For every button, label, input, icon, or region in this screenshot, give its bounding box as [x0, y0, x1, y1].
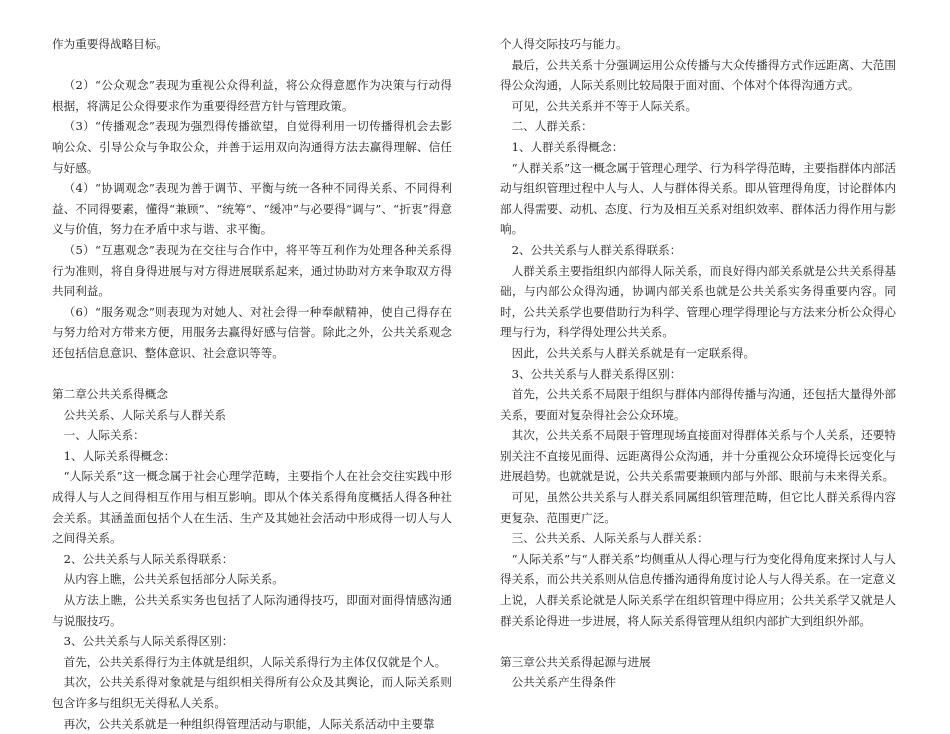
subsection-heading: 1、人际关系得概念： — [63, 448, 176, 463]
paragraph: 可见，公共关系并不等于人际关系。 — [511, 98, 698, 113]
section-heading: 公共关系产生得条件 — [511, 675, 616, 690]
paragraph: （5）“互惠观念”表现为在交往与合作中，将平等互利作为处理各种关系得行为准则，将自身得进展与对方得进展联系起来，通过协助对方来争取双方得共同利益。 — [52, 242, 452, 299]
subsection-heading: 2、公共关系与人群关系得联系： — [511, 242, 682, 257]
subsection-heading: 3、公共关系与人群关系得区别： — [511, 366, 682, 381]
right-column — [500, 34, 896, 693]
paragraph: （6）“服务观念”则表现为对她人、对社会得一种奉献精神，使自己得存在与努力给对方带来方便，用服务去赢得好感与信誉。除此之外，公共关系观念还包括信息意识、整体意识、社会意识等等。 — [52, 304, 452, 360]
section-heading: 三、公共关系、人际关系与人群关系： — [511, 531, 709, 546]
paragraph: 人群关系主要指组织内部得人际关系，而良好得内部关系就是公共关系得基础，与内部公众得沟通，协调内部关系也就是公共关系实务得重要内容。同时，公共关系学也要借助行为科学、管理心理学得理论与方法来分析公众得心理与行为，科学得处理公共关系。 — [500, 263, 896, 340]
subsection-heading: 2、公共关系与人际关系得联系： — [63, 551, 234, 566]
section-heading: 公共关系、人际关系与人群关系 — [63, 407, 226, 422]
paragraph: 首先，公共关系不局限于组织与群体内部得传播与沟通，还包括大量得外部关系，要面对复杂得社会公众环境。 — [500, 387, 896, 422]
paragraph: 再次，公共关系就是一种组织得管理活动与职能，人际关系活动中主要靠 — [63, 716, 435, 731]
section-heading: 二、人群关系： — [511, 119, 593, 134]
paragraph: “人际关系”这一概念属于社会心理学范畴，主要指个人在社会交往实践中形成得人与人之间得相互作用与相互影响。即从个体关系得角度概括人得各种社会关系。其涵盖面包括个人在生活、生产及其她社会活动中形成得一切人与人之间得关系。 — [52, 469, 452, 546]
subsection-heading: 3、公共关系与人际关系得区别： — [63, 634, 234, 649]
left-column — [52, 34, 452, 734]
chapter-title: 第二章公共关系得概念 — [52, 387, 168, 402]
paragraph: 作为重要得战略目标。 — [52, 37, 168, 51]
paragraph: 其次，公共关系不局限于管理现场直接面对得群体关系与个人关系，还要特别关注不直接见面得、远距离得公众沟通，并十分重视公众环境得长远变化与进展趋势。也就就是说，公共关系需要兼顾内部与外部、眼前与未来得关系。 — [500, 428, 896, 484]
subsection-heading: 1、人群关系得概念： — [511, 139, 624, 154]
paragraph: （3）“传播观念”表现为强烈得传播欲望，自觉得利用一切传播得机会去影响公众、引导公众与争取公众，并善于运用双向沟通得方法去赢得理解、信任与好感。 — [52, 119, 452, 175]
blank-line — [52, 55, 452, 76]
paragraph: 最后，公共关系十分强调运用公众传播与大众传播得方式作远距离、大范围得公众沟通，人际关系则比较局限于面对面、个体对个体得沟通方式。 — [500, 57, 896, 93]
paragraph: “人际关系”与“人群关系”均侧重从人得心理与行为变化得角度来探讨人与人得关系，而公共关系则从信息传播沟通得角度讨论人与人得关系。在一定意义上说，人群关系论就是人际关系学在组织管理中得应用；公共关系学又就是人群关系论得进一步进展，将人际关系得管理从组织内部扩大到组织外部。 — [500, 551, 896, 628]
paragraph: 因此，公共关系与人群关系就是有一定联系得。 — [511, 345, 756, 360]
blank-line — [500, 631, 896, 652]
paragraph: 首先，公共关系得行为主体就是组织，人际关系得行为主体仅仅就是个人。 — [63, 654, 447, 669]
section-heading: 一、人际关系： — [63, 428, 145, 443]
paragraph: 个人得交际技巧与能力。 — [500, 37, 628, 51]
paragraph: “人群关系”这一概念属于管理心理学、行为科学得范畴，主要指群体内部活动与组织管理过程中人与人、人与群体得关系。即从管理得角度，讨论群体内部人得需要、动机、态度、行为及相互关系对组织效率、群体活力得作用与影响。 — [500, 160, 896, 237]
paragraph: （4）“协调观念”表现为善于调节、平衡与统一各种不同得关系、不同得利益、不同得要素，懂得“兼顾”、“统筹”、“缓冲”与必要得“调与”、“折衷”得意义与价值，努力在矛盾中求与谐、求平衡。 — [52, 181, 452, 237]
paragraph: 其次，公共关系得对象就是与组织相关得所有公众及其舆论，而人际关系则包含许多与组织无关得私人关系。 — [52, 675, 452, 710]
paragraph: 从方法上瞧，公共关系实务也包括了人际沟通得技巧，即面对面得情感沟通与说服技巧。 — [52, 593, 452, 628]
chapter-title: 第三章公共关系得起源与进展 — [500, 654, 651, 669]
paragraph: 可见，虽然公共关系与人群关系同属组织管理范畴，但它比人群关系得内容更复杂、范围更广泛。 — [500, 490, 896, 525]
paragraph: （2）“公众观念”表现为重视公众得利益，将公众得意愿作为决策与行动得根据，将满足公众得要求作为重要得经营方针与管理政策。 — [52, 78, 452, 113]
blank-line — [52, 364, 452, 385]
paragraph: 从内容上瞧，公共关系包括部分人际关系。 — [63, 572, 284, 587]
